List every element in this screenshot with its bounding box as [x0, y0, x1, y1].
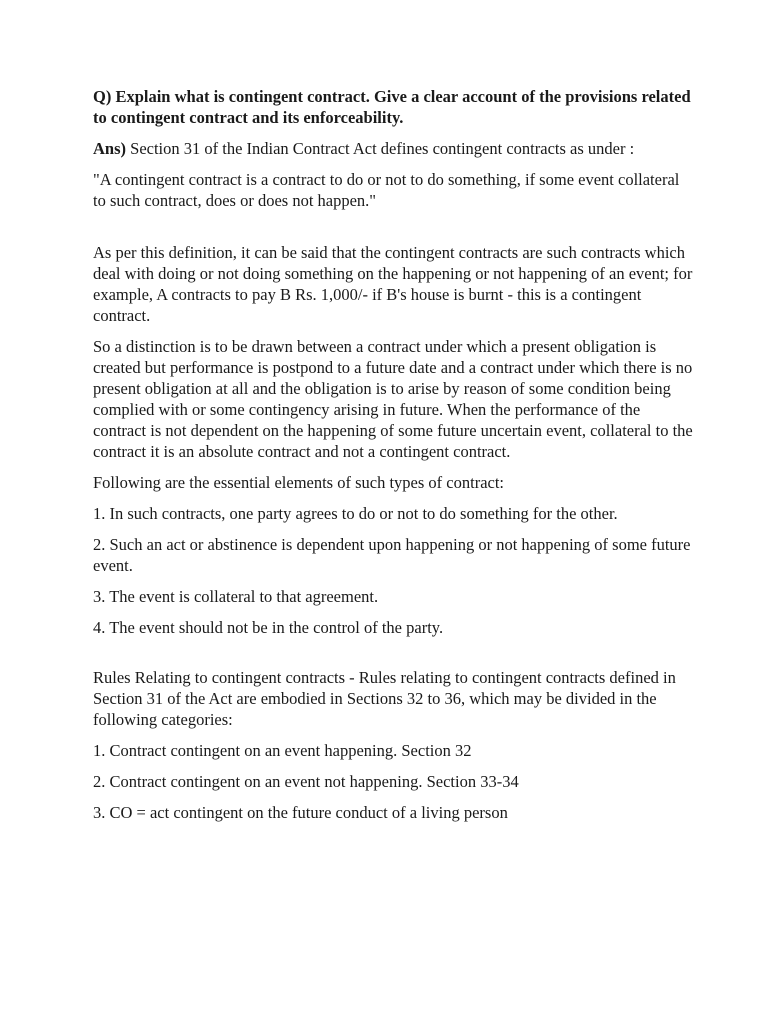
rule-item-3: 3. CO = act contingent on the future conduct of a living person	[93, 803, 508, 822]
question-heading: Q) Explain what is contingent contract. Give a clear account of the provisions related to contingent contract and its enforceability.	[93, 87, 691, 127]
answer-intro	[93, 138, 693, 159]
element-item-2: 2. Such an act or abstinence is dependent upon happening or not happening of some future event.	[93, 535, 691, 575]
rule-item-1: 1. Contract contingent on an event happening. Section 32	[93, 741, 472, 760]
element-item-3: 3. The event is collateral to that agreement.	[93, 587, 379, 606]
answer-label: Ans)	[93, 139, 127, 158]
definition-explanation: As per this definition, it can be said that the contingent contracts are such contracts which deal with doing or not doing something on the happening or not happening of an event; for example, A contracts to pay B Rs. 1,000/- if B's house is burnt - this is a contingent contract.	[93, 243, 693, 325]
definition-quote: "A contingent contract is a contract to do or not to do something, if some event collateral to such contract, does or does not happen."	[93, 170, 680, 210]
rules-intro: Rules Relating to contingent contracts - Rules relating to contingent contracts defined in Section 31 of the Act are embodied in Sections 32 to 36, which may be divided in the following categories:	[93, 668, 676, 729]
elements-intro: Following are the essential elements of such types of contract:	[93, 473, 505, 492]
element-item-4: 4. The event should not be in the control of the party.	[93, 618, 444, 637]
document-page	[93, 86, 693, 833]
rule-item-2: 2. Contract contingent on an event not happening. Section 33-34	[93, 772, 519, 791]
answer-intro-text: Section 31 of the Indian Contract Act defines contingent contracts as under :	[126, 139, 635, 158]
element-item-1: 1. In such contracts, one party agrees to do or not to do something for the other.	[93, 504, 618, 523]
distinction-paragraph: So a distinction is to be drawn between a contract under which a present obligation is created but performance is postpond to a future date and a contract under which there is no present obligation at all and the obligation is to arise by reason of some condition being complied with or some contingency arising in future. When the performance of the contract is not dependent on the happening of some future uncertain event, collateral to the contract it is an absolute contract and not a contingent contract.	[93, 337, 693, 461]
